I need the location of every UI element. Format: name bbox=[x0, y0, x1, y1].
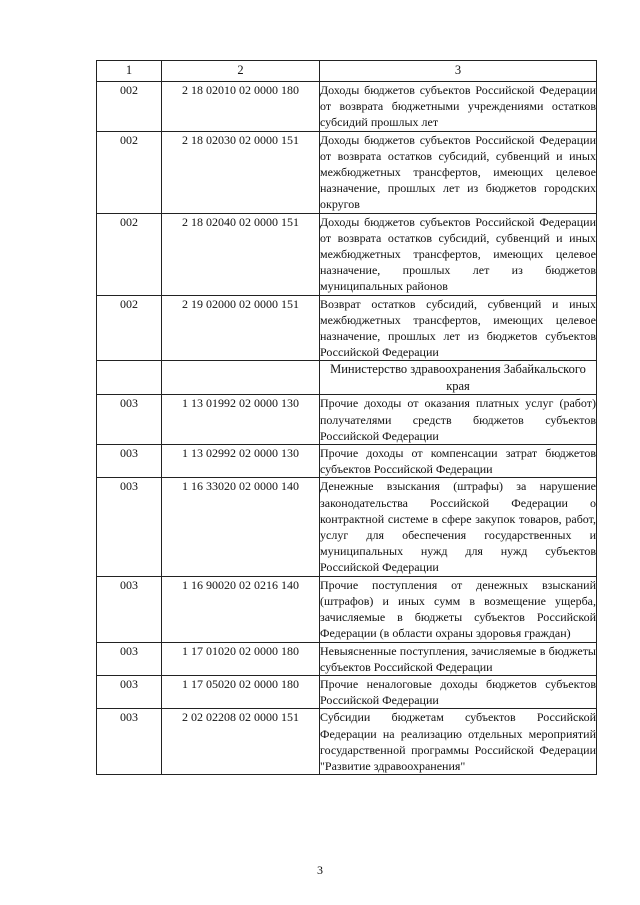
admin-code-cell: 003 bbox=[97, 642, 162, 675]
section-header-row bbox=[97, 361, 597, 395]
admin-code-cell: 002 bbox=[97, 82, 162, 132]
table-body bbox=[97, 82, 597, 775]
description-cell: Доходы бюджетов субъектов Российской Федерации от возврата бюджетными учреждениями остатков субсидий прошлых лет bbox=[320, 83, 596, 130]
income-code-cell: 2 18 02010 02 0000 180 bbox=[162, 82, 320, 132]
table-row bbox=[97, 445, 597, 478]
description-cell: Денежные взыскания (штрафы) за нарушение законодательства Российской Федерации о контрактной системе в сфере закупок товаров, работ, услуг для обеспечения государственных и муниципальных нужд для нужд субъектов Российской Федерации bbox=[320, 479, 596, 575]
page-number: 3 bbox=[317, 863, 323, 877]
description-cell: Прочие поступления от денежных взысканий (штрафов) и иных сумм в возмещение ущерба, зачисляемые в бюджеты субъектов Российской Федерации (в области охраны здоровья граждан) bbox=[320, 577, 596, 641]
income-code-cell: 2 18 02030 02 0000 151 bbox=[162, 131, 320, 213]
section-title: Министерство здравоохранения Забайкальского края bbox=[320, 361, 597, 395]
column-header-2: 2 bbox=[162, 61, 320, 82]
table-row bbox=[97, 213, 597, 295]
column-header-1: 1 bbox=[97, 61, 162, 82]
description-cell: Невыясненные поступления, зачисляемые в бюджеты субъектов Российской Федерации bbox=[320, 643, 596, 674]
description-cell: Прочие неналоговые доходы бюджетов субъектов Российской Федерации bbox=[320, 676, 596, 708]
income-code-cell: 2 19 02000 02 0000 151 bbox=[162, 295, 320, 361]
description-cell: Доходы бюджетов субъектов Российской Федерации от возврата остатков субсидий, субвенций и иных межбюджетных трансфертов, имеющих целевое назначение, прошлых лет из бюджетов городских округов bbox=[320, 132, 596, 212]
description-cell: Прочие доходы от компенсации затрат бюджетов субъектов Российской Федерации bbox=[320, 446, 596, 477]
admin-code-cell: 003 bbox=[97, 709, 162, 775]
table-row bbox=[97, 642, 597, 675]
description-cell: Возврат остатков субсидий, субвенций и иных межбюджетных трансфертов, имеющих целевое назначение, прошлых лет из бюджетов субъектов Российской Федерации bbox=[320, 296, 596, 360]
admin-code-cell: 003 bbox=[97, 478, 162, 576]
column-header-3: 3 bbox=[320, 61, 597, 82]
table-row bbox=[97, 295, 597, 361]
empty-cell bbox=[97, 361, 162, 395]
income-code-cell: 1 16 33020 02 0000 140 bbox=[162, 478, 320, 576]
admin-code-cell: 002 bbox=[97, 295, 162, 361]
table-row bbox=[97, 478, 597, 576]
admin-code-cell: 003 bbox=[97, 576, 162, 642]
income-code-cell: 2 18 02040 02 0000 151 bbox=[162, 213, 320, 295]
income-code-cell: 1 13 02992 02 0000 130 bbox=[162, 445, 320, 478]
description-cell: Прочие доходы от оказания платных услуг (работ) получателями средств бюджетов субъектов Российской Федерации bbox=[320, 396, 596, 443]
admin-code-cell: 003 bbox=[97, 675, 162, 708]
admin-code-cell: 002 bbox=[97, 213, 162, 295]
description-cell: Доходы бюджетов субъектов Российской Федерации от возврата остатков субсидий, субвенций и иных межбюджетных трансфертов, имеющих целевое назначение, прошлых лет из бюджетов муниципальных районов bbox=[320, 214, 596, 294]
table-row bbox=[97, 675, 597, 708]
income-code-cell: 1 13 01992 02 0000 130 bbox=[162, 395, 320, 445]
income-codes-table bbox=[96, 60, 597, 775]
income-code-cell: 2 02 02208 02 0000 151 bbox=[162, 709, 320, 775]
table-row bbox=[97, 82, 597, 132]
table-header-row bbox=[97, 61, 597, 82]
income-code-cell: 1 16 90020 02 0216 140 bbox=[162, 576, 320, 642]
admin-code-cell: 003 bbox=[97, 395, 162, 445]
table-row bbox=[97, 709, 597, 775]
admin-code-cell: 003 bbox=[97, 445, 162, 478]
admin-code-cell: 002 bbox=[97, 131, 162, 213]
table-row bbox=[97, 395, 597, 445]
table-row bbox=[97, 576, 597, 642]
income-code-cell: 1 17 01020 02 0000 180 bbox=[162, 642, 320, 675]
description-cell: Субсидии бюджетам субъектов Российской Федерации на реализацию отдельных мероприятий государственной программы Российской Федерации "Развитие здравоохранения" bbox=[320, 710, 596, 773]
empty-cell bbox=[162, 361, 320, 395]
table-row bbox=[97, 131, 597, 213]
income-code-cell: 1 17 05020 02 0000 180 bbox=[162, 675, 320, 708]
